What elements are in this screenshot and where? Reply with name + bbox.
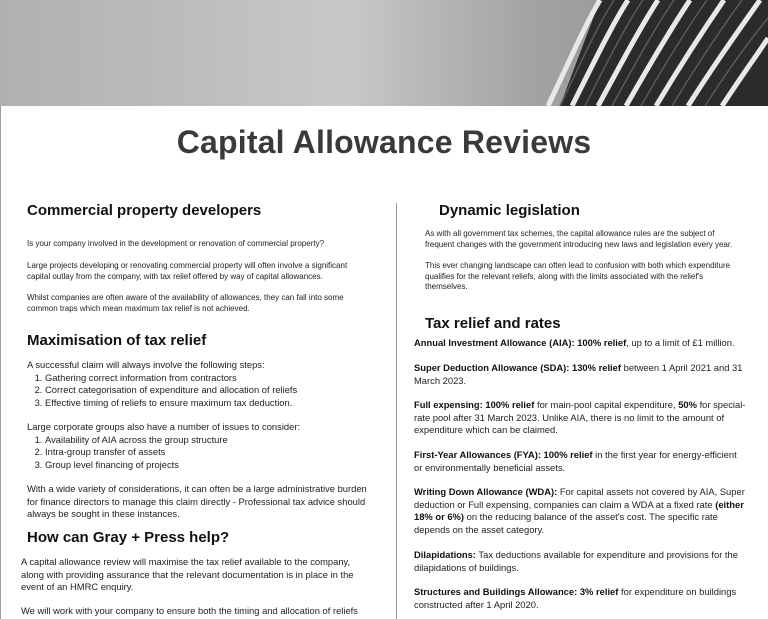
tax-relief-entry-full-expensing [414,399,746,437]
entry-text: For capital assets not covered by AIA, Super deduction or Full expensing, companies can claim a WDA at a fixed rate [414,486,745,510]
list-item: 1. Availability of AIA across the group structure [45,434,372,447]
entry-label: Dilapidations: [414,549,476,560]
heading-how-can-gray-press-help: How can Gray + Press help? [27,529,230,546]
tax-relief-entry-fya [414,449,746,474]
entry-text: in the first year for energy-efficient or environmentally beneficial assets. [414,449,737,473]
entry-text: for main-pool capital expenditure, [534,399,679,410]
entry-label: Structures and Buildings Allowance: 3% relief [414,586,619,597]
tax-relief-entry-wda [414,486,746,536]
entry-text: for expenditure on buildings constructed after 1 April 2020. [414,586,737,610]
page-left-edge [0,106,1,619]
paragraph: With a wide variety of considerations, it can often be a large administrative burden for finance directors to manage this claim directly - Professional tax advice should always be sought in these instances. [27,483,367,519]
entry-text: , up to a limit of £1 million. [626,337,735,348]
tax-relief-entry-sda [414,362,746,387]
entry-label: Writing Down Allowance (WDA): [414,486,558,497]
list-item: 2. Intra-group transfer of assets [45,446,372,459]
heading-commercial-property-developers: Commercial property developers [27,202,262,219]
page-title: Capital Allowance Reviews [176,124,592,160]
header-banner-image [0,0,768,106]
heading-dynamic-legislation: Dynamic legislation [439,202,580,219]
entry-label-secondary: 50% [678,399,697,410]
paragraph: Is your company involved in the development or renovation of commercial property? [27,239,325,248]
entry-label-secondary: (either 18% or 6%) [414,498,744,522]
entry-text: for special-rate pool after 31 March 2023. Unlike AIA, there is no limit to the amount of expenditure which can be claimed. [414,399,746,435]
paragraph: As with all government tax schemes, the capital allowance rules are the subject of frequent changes with the government introducing new laws and legislation every year. [425,229,733,249]
tax-relief-entry-sba [414,586,746,611]
paragraph: We will work with your company to ensure both the timing and allocation of reliefs [21,605,358,616]
tax-relief-entry-dilapidations [414,549,746,574]
entry-text: between 1 April 2021 and 31 March 2023. [414,362,743,386]
paragraph: A capital allowance review will maximise the tax relief available to the company, along with providing assurance that the relevant documentation is in place in the event of an HMRC enquiry. [21,556,354,592]
steps-block [27,359,372,409]
paragraph: This ever changing landscape can often lead to confusion with both which expenditure qualifies for the relevant reliefs, along with the limits associated with the relief's themselves. [425,261,731,292]
issues-block [27,421,372,471]
building-facade-graphic [0,0,768,106]
entry-text: Tax deductions available for expenditure and provisions for the dilapidations of buildings. [414,549,738,573]
list-item: 2. Correct categorisation of expenditure and allocation of reliefs [45,384,372,397]
list-item: 3. Group level financing of projects [45,459,372,472]
entry-label: Super Deduction Allowance (SDA): 130% relief [414,362,621,373]
heading-tax-relief-and-rates: Tax relief and rates [425,315,561,332]
column-divider [396,203,397,619]
paragraph: Whilst companies are often aware of the availability of allowances, they can fall into some common traps which mean maximum tax relief is not achieved. [27,293,344,313]
tax-relief-entry-aia [414,337,746,350]
steps-intro: A successful claim will always involve the following steps: [27,359,265,370]
paragraph: Large projects developing or renovating commercial property will often involve a significant capital outlay from the company, with tax relief offered by way of capital allowances. [27,261,348,281]
issues-list [27,434,372,472]
entry-label: Full expensing: 100% relief [414,399,535,410]
list-item: 3. Effective timing of reliefs to ensure maximum tax deduction. [45,397,372,410]
list-item: 1. Gathering correct information from contractors [45,372,372,385]
heading-maximisation-of-tax-relief: Maximisation of tax relief [27,332,207,349]
entry-label: First-Year Allowances (FYA): 100% relief [414,449,593,460]
issues-intro: Large corporate groups also have a number of issues to consider: [27,421,301,432]
steps-list [27,372,372,410]
entry-text: on the reducing balance of the asset's cost. The specific rate depends on the asset category. [414,511,718,535]
entry-label: Annual Investment Allowance (AIA): 100% relief [414,337,627,348]
